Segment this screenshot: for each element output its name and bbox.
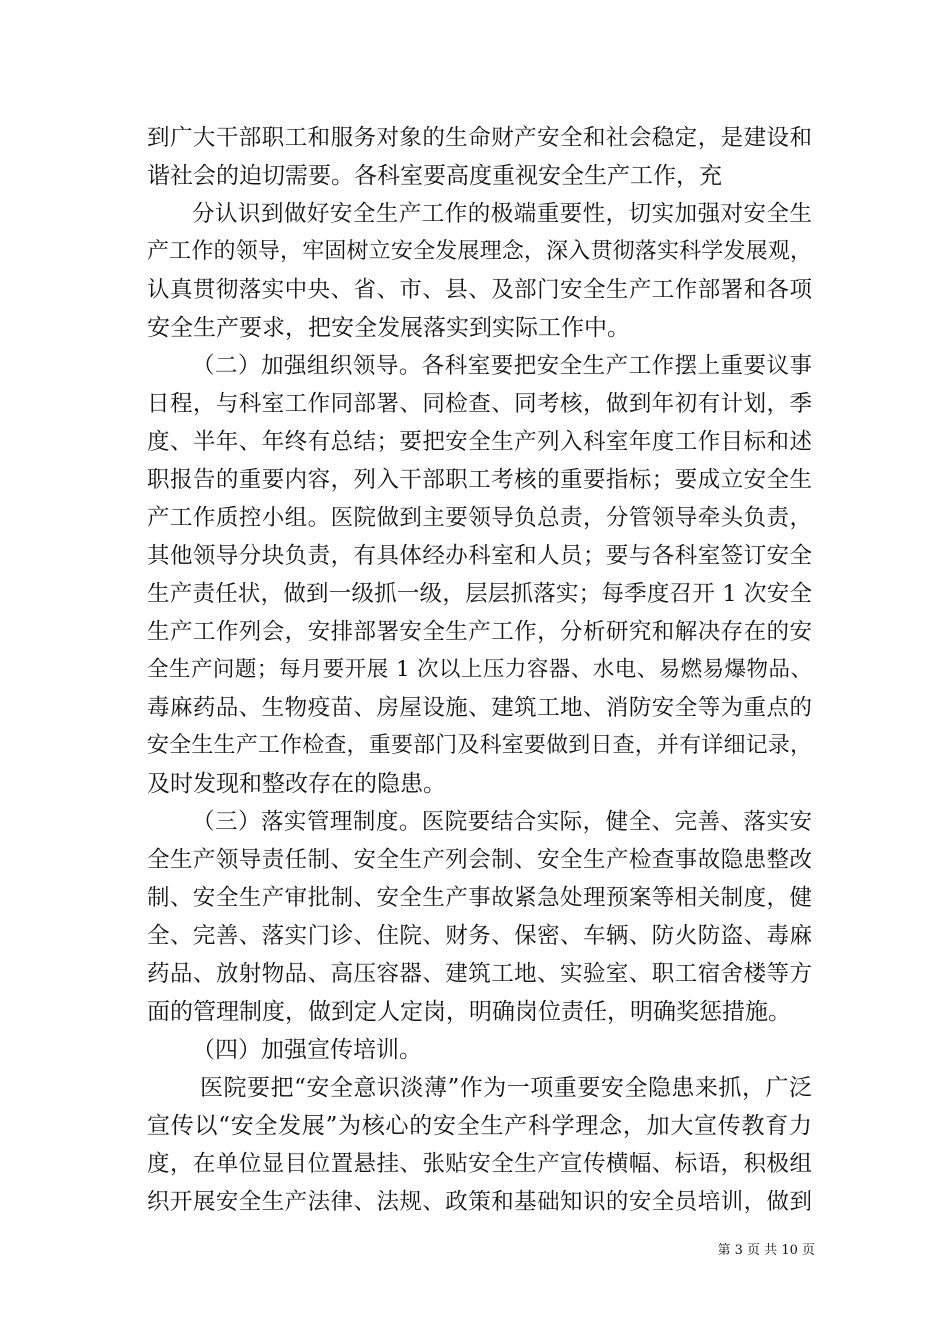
text-line: 织开展安全生产法律、法规、政策和基础知识的安全员培训，做到 [147, 1189, 812, 1215]
text-line: 药品、放射物品、高压容器、建筑工地、实验室、职工宿舍楼等方 [147, 961, 812, 987]
text-line: 度、半年、年终有总结；要把安全生产列入科室年度工作目标和述 [147, 429, 812, 455]
text-line: 及时发现和整改存在的隐患。 [147, 771, 446, 797]
text-line: 安全生产要求，把安全发展落实到实际工作中。 [147, 315, 630, 341]
text-line: 产工作质控小组。医院做到主要领导负总责，分管领导牵头负责， [147, 505, 812, 531]
text-line: 安全生生产工作检查，重要部门及科室要做到日查，并有详细记录， [147, 733, 812, 758]
text-line: 职报告的重要内容，列入干部职工考核的重要指标；要成立安全生 [147, 467, 812, 493]
text-line: 到广大干部职工和服务对象的生命财产安全和社会稳定，是建设和 [147, 125, 812, 151]
text-line: （二）加强组织领导。各科室要把安全生产工作摆上重要议事 [192, 353, 812, 379]
text-line: 日程，与科室工作同部署、同检查、同考核，做到年初有计划，季 [147, 391, 812, 417]
page-number: 第 3 页 共 10 页 [717, 1243, 815, 1258]
text-line: 认真贯彻落实中央、省、市、县、及部门安全生产工作部署和各项 [147, 277, 812, 303]
text-line: 制、安全生产审批制、安全生产事故紧急处理预案等相关制度，健 [147, 885, 812, 911]
text-line: 分认识到做好安全生产工作的极端重要性，切实加强对安全生 [192, 201, 812, 227]
text-line: 毒麻药品、生物疫苗、房屋设施、建筑工地、消防安全等为重点的 [147, 695, 812, 721]
text-line: 生产工作列会，安排部署安全生产工作，分析研究和解决存在的安 [147, 619, 812, 645]
text-line: 宣传以“安全发展”为核心的安全生产科学理念，加大宣传教育力 [147, 1113, 812, 1139]
text-line: 医院要把“安全意识淡薄”作为一项重要安全隐患来抓，广泛 [200, 1075, 812, 1101]
text-line: 谐社会的迫切需要。各科室要高度重视安全生产工作，充 [147, 163, 722, 189]
text-line: 面的管理制度，做到定人定岗，明确岗位责任，明确奖惩措施。 [147, 999, 791, 1025]
text-line: 度，在单位显目位置悬挂、张贴安全生产宣传横幅、标语，积极组 [147, 1151, 812, 1177]
section-heading: （四）加强宣传培训。 [192, 1037, 422, 1063]
text-line: （三）落实管理制度。医院要结合实际，健全、完善、落实安 [192, 809, 812, 835]
text-line: 全生产领导责任制、安全生产列会制、安全生产检查事故隐患整改 [147, 847, 812, 873]
text-line: 生产责任状，做到一级抓一级，层层抓落实；每季度召开 1 次安全 [147, 581, 812, 607]
text-line: 全生产问题；每月要开展 1 次以上压力容器、水电、易燃易爆物品、 [147, 657, 812, 682]
text-line: 产工作的领导，牢固树立安全发展理念，深入贯彻落实科学发展观， [147, 239, 812, 264]
text-line: 其他领导分块负责，有具体经办科室和人员；要与各科室签订安全 [147, 543, 812, 569]
text-line: 全、完善、落实门诊、住院、财务、保密、车辆、防火防盗、毒麻 [147, 923, 812, 949]
